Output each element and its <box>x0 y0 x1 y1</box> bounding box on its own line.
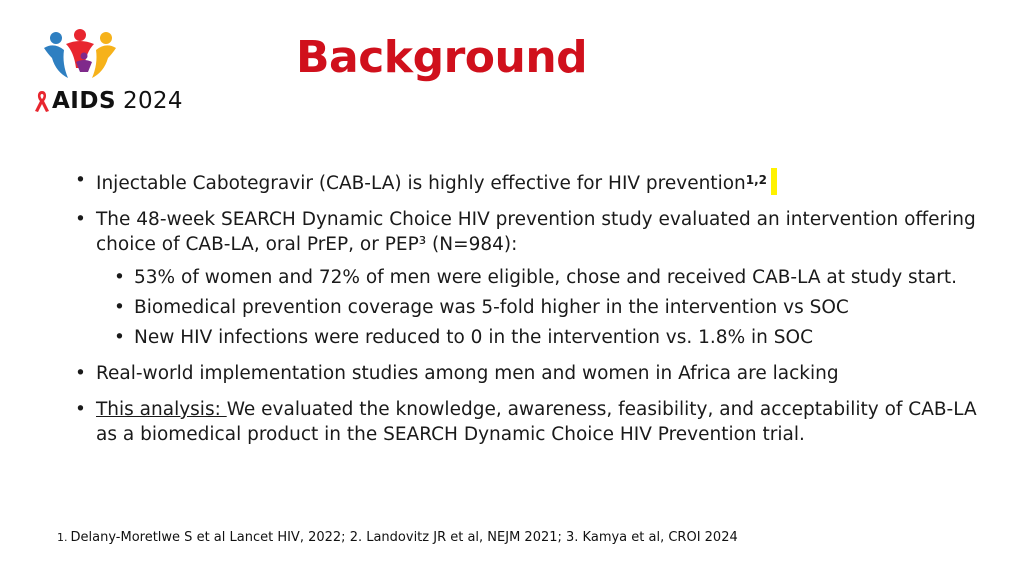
bullet-text: Injectable Cabotegravir (CAB-LA) is highly effective for HIV prevention <box>96 173 746 194</box>
logo-brand-text: AIDS <box>52 88 117 114</box>
analysis-lead-text: This analysis: <box>96 399 227 420</box>
logo-year-text: 2024 <box>123 88 183 114</box>
bullet-text: Real-world implementation studies among men and women in Africa are lacking <box>96 363 839 384</box>
sub-bullet-text: Biomedical prevention coverage was 5-fold higher in the intervention vs SOC <box>134 297 849 318</box>
bullet-item <box>75 168 980 196</box>
sub-bullet-text: 53% of women and 72% of men were eligible, chose and received CAB-LA at study start. <box>134 267 957 288</box>
bullet-list <box>75 168 980 458</box>
bullet-item <box>75 397 980 447</box>
highlight-marker <box>771 168 777 195</box>
sub-bullet-text: New HIV infections were reduced to 0 in the intervention vs. 1.8% in SOC <box>134 327 813 348</box>
slide-title: Background <box>296 32 588 83</box>
references-footnote <box>57 528 738 548</box>
bullet-text: The 48-week SEARCH Dynamic Choice HIV prevention study evaluated an intervention offering choice of CAB-LA, oral PrEP, or PEP³ (N=984): <box>96 209 976 255</box>
aids-2024-logo <box>34 28 194 123</box>
sub-bullet-item <box>96 295 980 320</box>
bullet-text: We evaluated the knowledge, awareness, feasibility, and acceptability of CAB-LA as a biomedical product in the SEARCH Dynamic Choice HIV Prevention trial. <box>96 399 977 445</box>
people-figures-icon <box>42 28 118 84</box>
footnote-number: 1. <box>57 531 68 544</box>
citation-superscript: 1,2 <box>745 173 768 187</box>
sub-bullet-item <box>96 325 980 350</box>
sub-bullet-list <box>96 265 980 350</box>
red-ribbon-icon <box>34 89 50 113</box>
bullet-item <box>75 207 980 350</box>
footnote-text: Delany-Moretlwe S et al Lancet HIV, 2022; 2. Landovitz JR et al, NEJM 2021; 3. Kamya et al, CROI 2024 <box>70 530 738 545</box>
bullet-item <box>75 361 980 386</box>
sub-bullet-item <box>96 265 980 290</box>
logo-wordmark <box>34 86 183 116</box>
